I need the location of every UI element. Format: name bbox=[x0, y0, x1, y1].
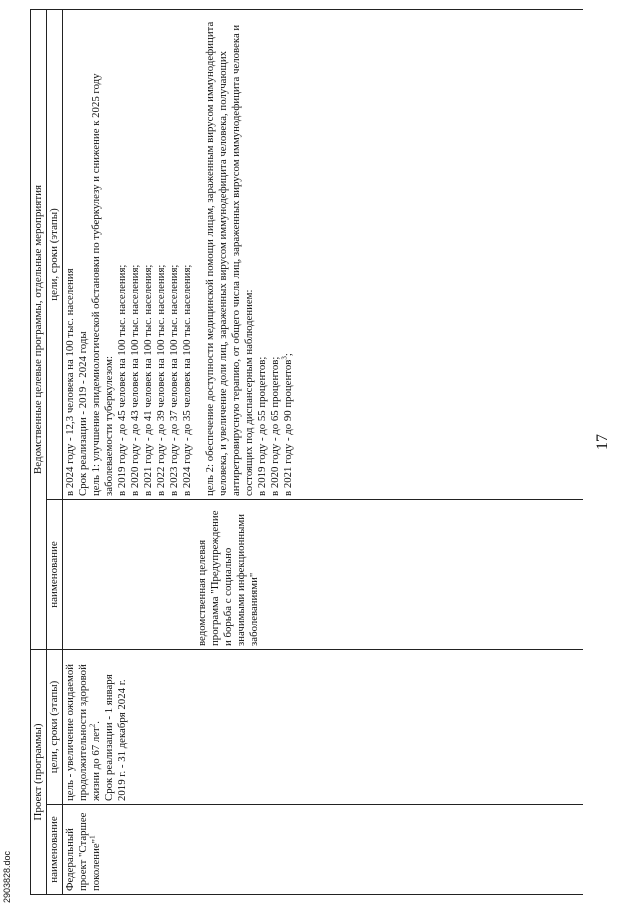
project-period: Срок реализации - 1 января 2019 г. - 31 декабря 2024 г. bbox=[103, 674, 128, 801]
program-goal-line: цель 2: обеспечение доступности медицинской помощи лицам, зараженным вирусом иммунодефицита человека, и увеличение доли лиц, зараженных вирусом иммунодефицита человека, получающих антиретровирусную терапию, от общего числа лиц, зараженных вирусом иммунодефицита человека и состоящих под диспансерным наблюдением: bbox=[204, 21, 255, 496]
program-goals-block bbox=[204, 13, 282, 496]
project-name-cell bbox=[63, 805, 583, 895]
column-header-program-name: наименование bbox=[47, 499, 63, 649]
footnote-mark: 3 bbox=[280, 356, 289, 360]
program-goal-line: цель 1: улучшение эпидемиологической обстановки по туберкулезу и снижение к 2025 году заболеваемости туберкулезом: bbox=[90, 73, 115, 496]
page-number: 17 bbox=[594, 434, 611, 450]
program-goal-line: в 2019 году - до 55 процентов; bbox=[256, 356, 268, 496]
document-id: 2903828.doc bbox=[2, 850, 12, 903]
program-goal-line: в 2019 году - до 45 человек на 100 тыс. населения; bbox=[116, 264, 128, 496]
project-goal-text: цель - увеличение ожидаемой продолжительности здоровой жизни до 67 лет$^2$. bbox=[64, 664, 102, 801]
table-row bbox=[63, 9, 583, 894]
program-goals-block bbox=[64, 13, 90, 496]
programs-table bbox=[30, 9, 583, 895]
table-group-header bbox=[31, 9, 47, 894]
project-name: Федеральный проект "Старшее поколение" bbox=[64, 812, 102, 891]
group-header-projects: Проект (программы) bbox=[31, 649, 47, 894]
program-goal-line: в 2020 году - до 43 человек на 100 тыс. населения; bbox=[129, 264, 141, 496]
column-header-project-name: наименование bbox=[47, 805, 63, 895]
program-name: ведомственная целевая программа "Предупреждение и борьба с социально значимыми инфекционными заболеваниями" bbox=[196, 510, 260, 646]
program-goals-block bbox=[90, 13, 194, 496]
program-goal-line: в 2023 году - до 37 человек на 100 тыс. населения; bbox=[168, 264, 180, 496]
program-goal-line: в 2020 году - до 65 процентов; bbox=[269, 356, 281, 496]
table-column-header bbox=[47, 9, 63, 894]
column-header-project-goals: цели, сроки (этапы) bbox=[47, 649, 63, 804]
program-goal-line: в 2021 году - до 41 человек на 100 тыс. населения; bbox=[142, 264, 154, 496]
program-name-cell bbox=[63, 499, 583, 649]
program-goal-line: в 2024 году - до 35 человек на 100 тыс. населения; bbox=[181, 264, 193, 496]
program-goal-line: в 2022 году - до 39 человек на 100 тыс. населения; bbox=[155, 264, 167, 496]
program-goal-line: Срок реализации - 2019 - 2024 годы bbox=[77, 331, 89, 496]
column-header-program-goals: цели, сроки (этапы) bbox=[47, 9, 63, 499]
group-header-programs: Ведомственные целевые программы, отдельные мероприятия bbox=[31, 9, 47, 649]
footnote-mark: 2 bbox=[88, 723, 97, 728]
program-goals-cell bbox=[63, 9, 583, 499]
project-goals-cell bbox=[63, 649, 583, 804]
program-goal-line: в 2024 году - 12,3 человека на 100 тыс. населения bbox=[64, 268, 76, 496]
footnote-mark: 1 bbox=[88, 835, 97, 839]
program-goal-line: в 2021 году - до 90 процентов$^3$; bbox=[280, 353, 294, 496]
